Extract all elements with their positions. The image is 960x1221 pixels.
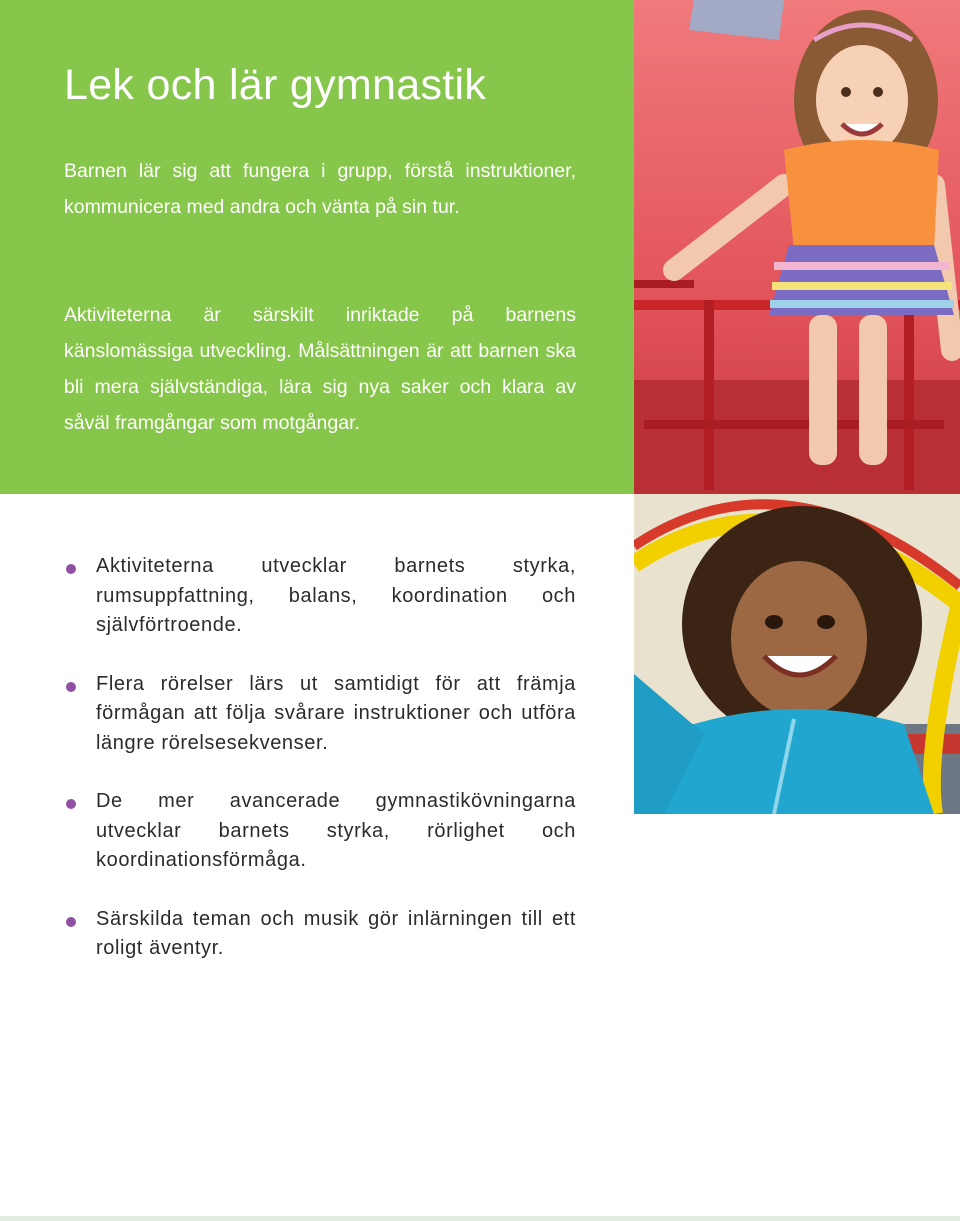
list-item-text: De mer avancerade gymnastikövningarna utvecklar barnets styrka, rörlighet och koordinationsförmåga. [96, 790, 576, 871]
bullet-dot-icon [66, 564, 76, 574]
intro-panel [0, 0, 634, 494]
list-item [64, 552, 576, 641]
list-item [64, 905, 576, 964]
intro-paragraph-2: Aktiviteterna är särskilt inriktade på barnens känslomässiga utveckling. Målsättningen är att barnen ska bli mera självständiga, lära sig nya saker och klara av såväl framgångar som motgångar. [64, 304, 576, 434]
list-item-text: Särskilda teman och musik gör inlärningen till ett roligt äventyr. [96, 907, 576, 959]
bottom-rule [0, 1216, 960, 1221]
list-item [64, 787, 576, 876]
intro-paragraph-1: Barnen lär sig att fungera i grupp, förstå instruktioner, kommunicera med andra och vänta på sin tur. [64, 160, 576, 218]
photo-child-in-hoop [634, 494, 960, 814]
page-title: Lek och lär gymnastik [64, 61, 487, 109]
bullet-dot-icon [66, 799, 76, 809]
bullet-dot-icon [66, 682, 76, 692]
list-item-text: Aktiviteterna utvecklar barnets styrka, rumsuppfattning, balans, koordination och självförtroende. [96, 555, 576, 636]
bullet-dot-icon [66, 917, 76, 927]
list-item-text: Flera rörelser lärs ut samtidigt för att främja förmågan att följa svårare instruktioner och utföra längre rörelsesekvenser. [96, 672, 576, 754]
photo-girl-on-gym-bars [634, 0, 960, 494]
benefits-list [64, 552, 576, 993]
list-item [64, 670, 576, 759]
